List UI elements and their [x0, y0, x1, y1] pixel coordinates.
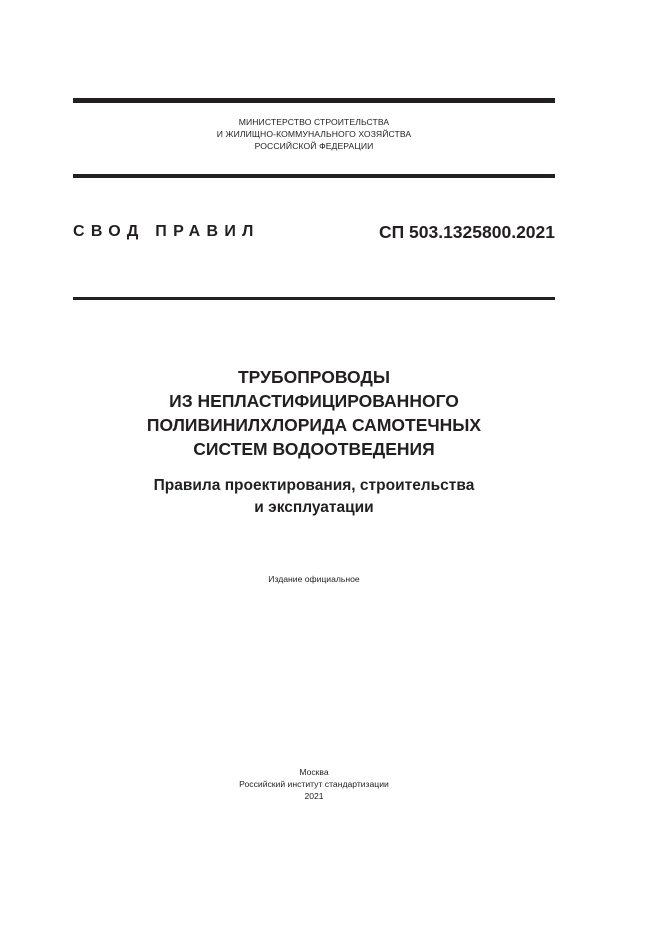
edition-note: Издание официальное: [268, 574, 360, 584]
middle-rule: [73, 174, 555, 178]
ministry-name: [73, 116, 555, 152]
imprint-city: Москва: [299, 767, 329, 777]
imprint-publisher: Российский институт стандартизации: [239, 779, 389, 789]
subtitle-line: Правила проектирования, строительства: [153, 477, 475, 494]
top-rule: [73, 98, 555, 103]
document-series: СВОД ПРАВИЛ: [73, 223, 260, 240]
document-code: СП 503.1325800.2021: [378, 222, 555, 242]
title-line: СИСТЕМ ВОДООТВЕДЕНИЯ: [193, 439, 435, 459]
document-title: [73, 365, 555, 461]
ministry-line: РОССИЙСКОЙ ФЕДЕРАЦИИ: [254, 141, 374, 151]
ministry-line: МИНИСТЕРСТВО СТРОИТЕЛЬСТВА: [238, 117, 390, 127]
title-line: ИЗ НЕПЛАСТИФИЦИРОВАННОГО: [169, 391, 459, 411]
imprint: [73, 766, 555, 802]
title-line: ПОЛИВИНИЛХЛОРИДА САМОТЕЧНЫХ: [146, 415, 482, 435]
imprint-year: 2021: [304, 791, 324, 801]
subtitle-line: и эксплуатации: [254, 499, 374, 516]
document-subtitle: [73, 475, 555, 519]
ministry-line: И ЖИЛИЩНО-КОММУНАЛЬНОГО ХОЗЯЙСТВА: [216, 129, 412, 139]
bottom-rule: [73, 297, 555, 300]
title-line: ТРУБОПРОВОДЫ: [237, 367, 391, 387]
